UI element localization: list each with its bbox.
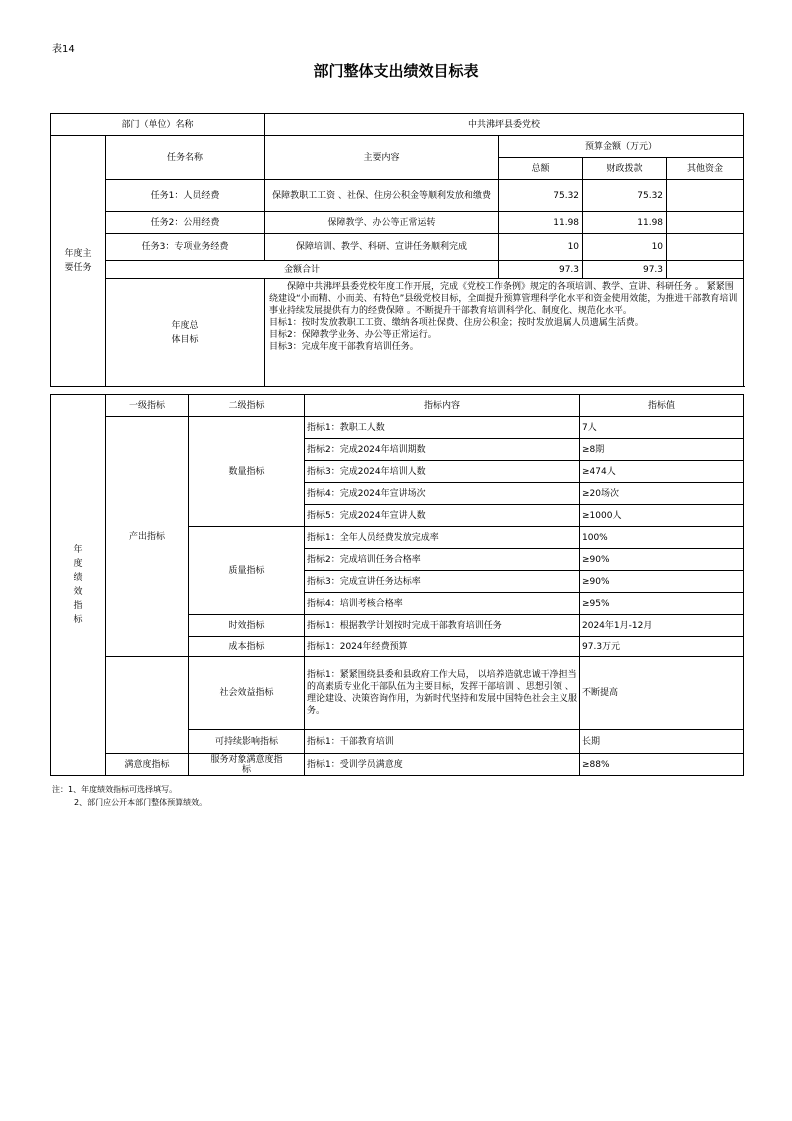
indicator-content: 指标1：教职工人数: [305, 417, 580, 439]
task-content: 保障教学、办公等正常运转: [265, 212, 499, 234]
indicator-value: ≥88%: [580, 754, 744, 776]
task-total: 75.32: [499, 180, 583, 212]
sum-other: [667, 261, 744, 279]
fiscal-header: 财政拨款: [583, 158, 667, 180]
table-row: [51, 657, 744, 730]
task-name-header: 任务名称: [106, 136, 265, 180]
other-header: 其他资金: [667, 158, 744, 180]
indicator-value: 不断提高: [580, 657, 744, 730]
table-row: [51, 417, 744, 439]
indicator-value: ≥90%: [580, 549, 744, 571]
task-name: 任务1：人员经费: [106, 180, 265, 212]
indicator-content: 指标1：受训学员满意度: [305, 754, 580, 776]
indicator-content: 指标4：培训考核合格率: [305, 593, 580, 615]
indicator-content: 指标4：完成2024年宣讲场次: [305, 483, 580, 505]
indicator-value: 长期: [580, 730, 744, 754]
footnote: 2、部门应公开本部门整体预算绩效。: [74, 798, 208, 807]
level1-blank: [106, 657, 189, 754]
table-row: [51, 754, 744, 776]
task-total: 11.98: [499, 212, 583, 234]
task-fiscal: 75.32: [583, 180, 667, 212]
level2-header: 二级指标: [189, 395, 305, 417]
level1-satisfaction: 满意度指标: [106, 754, 189, 776]
indicator-content: 指标1：全年人员经费发放完成率: [305, 527, 580, 549]
task-other: [667, 212, 744, 234]
level2-cost: 成本指标: [189, 637, 305, 657]
indicator-content: 指标2：完成培训任务合格率: [305, 549, 580, 571]
sum-row: [51, 261, 744, 279]
task-fiscal: 10: [583, 234, 667, 261]
sum-fiscal: 97.3: [583, 261, 667, 279]
task-row: [51, 212, 744, 234]
indicator-content: 指标1：2024年经费预算: [305, 637, 580, 657]
sum-total: 97.3: [499, 261, 583, 279]
indicator-content: 指标1：根据教学计划按时完成干部教育培训任务: [305, 615, 580, 637]
indicator-content: 指标1：干部教育培训: [305, 730, 580, 754]
task-content: 保障培训、教学、科研、宣讲任务顺利完成: [265, 234, 499, 261]
indicator-value: ≥8期: [580, 439, 744, 461]
indicator-content: 指标5：完成2024年宣讲人数: [305, 505, 580, 527]
task-content: 保障教职工工资 、社保、住房公积金等顺利发放和缴费: [265, 180, 499, 212]
content-header: 指标内容: [305, 395, 580, 417]
level2-quantity: 数量指标: [189, 417, 305, 527]
task-row: [51, 234, 744, 261]
indicator-value: 2024年1月-12月: [580, 615, 744, 637]
indicator-value: ≥95%: [580, 593, 744, 615]
indicator-content: 指标3：完成2024年培训人数: [305, 461, 580, 483]
dept-label: 部门（单位）名称: [51, 114, 265, 136]
indicator-content: 指标2：完成2024年培训期数: [305, 439, 580, 461]
footnote: 注：1、年度绩效指标可选择填写。: [52, 785, 178, 794]
overall-goal-cell: [265, 279, 744, 387]
value-header: 指标值: [580, 395, 744, 417]
indicator-value: 100%: [580, 527, 744, 549]
table-tag: 表14: [52, 44, 75, 55]
level2-social: 社会效益指标: [189, 657, 305, 730]
budget-header: 预算金额（万元）: [499, 136, 744, 158]
overall-goal-label: 年度总体目标: [106, 279, 265, 387]
task-fiscal: 11.98: [583, 212, 667, 234]
perf-label: 年度绩效指标: [51, 395, 106, 776]
annual-task-label: 年度主要任务: [51, 136, 106, 387]
level1-header: 一级指标: [106, 395, 189, 417]
task-name: 任务3：专项业务经费: [106, 234, 265, 261]
indicator-value: ≥90%: [580, 571, 744, 593]
level2-timeliness: 时效指标: [189, 615, 305, 637]
indicator-value: ≥20场次: [580, 483, 744, 505]
goal-item: 目标2：保障教学业务、办公等正常运行。: [269, 330, 437, 340]
indicator-content: 指标1：紧紧围绕县委和县政府工作大局， 以培养造就忠诚干净担当的高素质专业化干部队伍为主要目标，发挥干部培训 、思想引领 、理论建设、决策咨询作用，为新时代坚持和发展中国特色社会主义服务。: [305, 657, 580, 730]
footnotes: [52, 783, 207, 809]
indicator-content: 指标3：完成宣讲任务达标率: [305, 571, 580, 593]
performance-table: [50, 394, 744, 776]
indicator-value: 97.3万元: [580, 637, 744, 657]
task-other: [667, 234, 744, 261]
main-content-header: 主要内容: [265, 136, 499, 180]
page-title: 部门整体支出绩效目标表: [313, 62, 479, 80]
total-header: 总额: [499, 158, 583, 180]
task-other: [667, 180, 744, 212]
goal-item: 目标1：按时发放教职工工资、缴纳各项社保费、住房公积金；按时发放退属人员遗属生活费。: [269, 318, 644, 328]
level1-output: 产出指标: [106, 417, 189, 657]
indicator-value: 7人: [580, 417, 744, 439]
task-name: 任务2：公用经费: [106, 212, 265, 234]
budget-table: [50, 113, 744, 387]
level2-sustain: 可持续影响指标: [189, 730, 305, 754]
task-row: [51, 180, 744, 212]
indicator-value: ≥1000人: [580, 505, 744, 527]
level2-quality: 质量指标: [189, 527, 305, 615]
overall-goal-text: 保障中共沸坪县委党校年度工作开展，完成《党校工作条例》规定的各项培训、教学、宣讲、科研任务 。 紧紧围绕建设“小而精、小而美、有特色”县级党校目标，全面提升预算管理科学化水平和资金使用效能，为推进干部教育培训事业持续发展提供有力的经费保障 。不断提升干部教育培训科学化、制度化、规范化水平。: [269, 282, 738, 316]
task-total: 10: [499, 234, 583, 261]
level2-service: 服务对象满意度指标: [189, 754, 305, 776]
goal-item: 目标3：完成年度干部教育培训任务。: [269, 342, 419, 352]
sum-label: 金额合计: [106, 261, 499, 279]
dept-name: 中共沸坪县委党校: [265, 114, 744, 136]
indicator-value: ≥474人: [580, 461, 744, 483]
